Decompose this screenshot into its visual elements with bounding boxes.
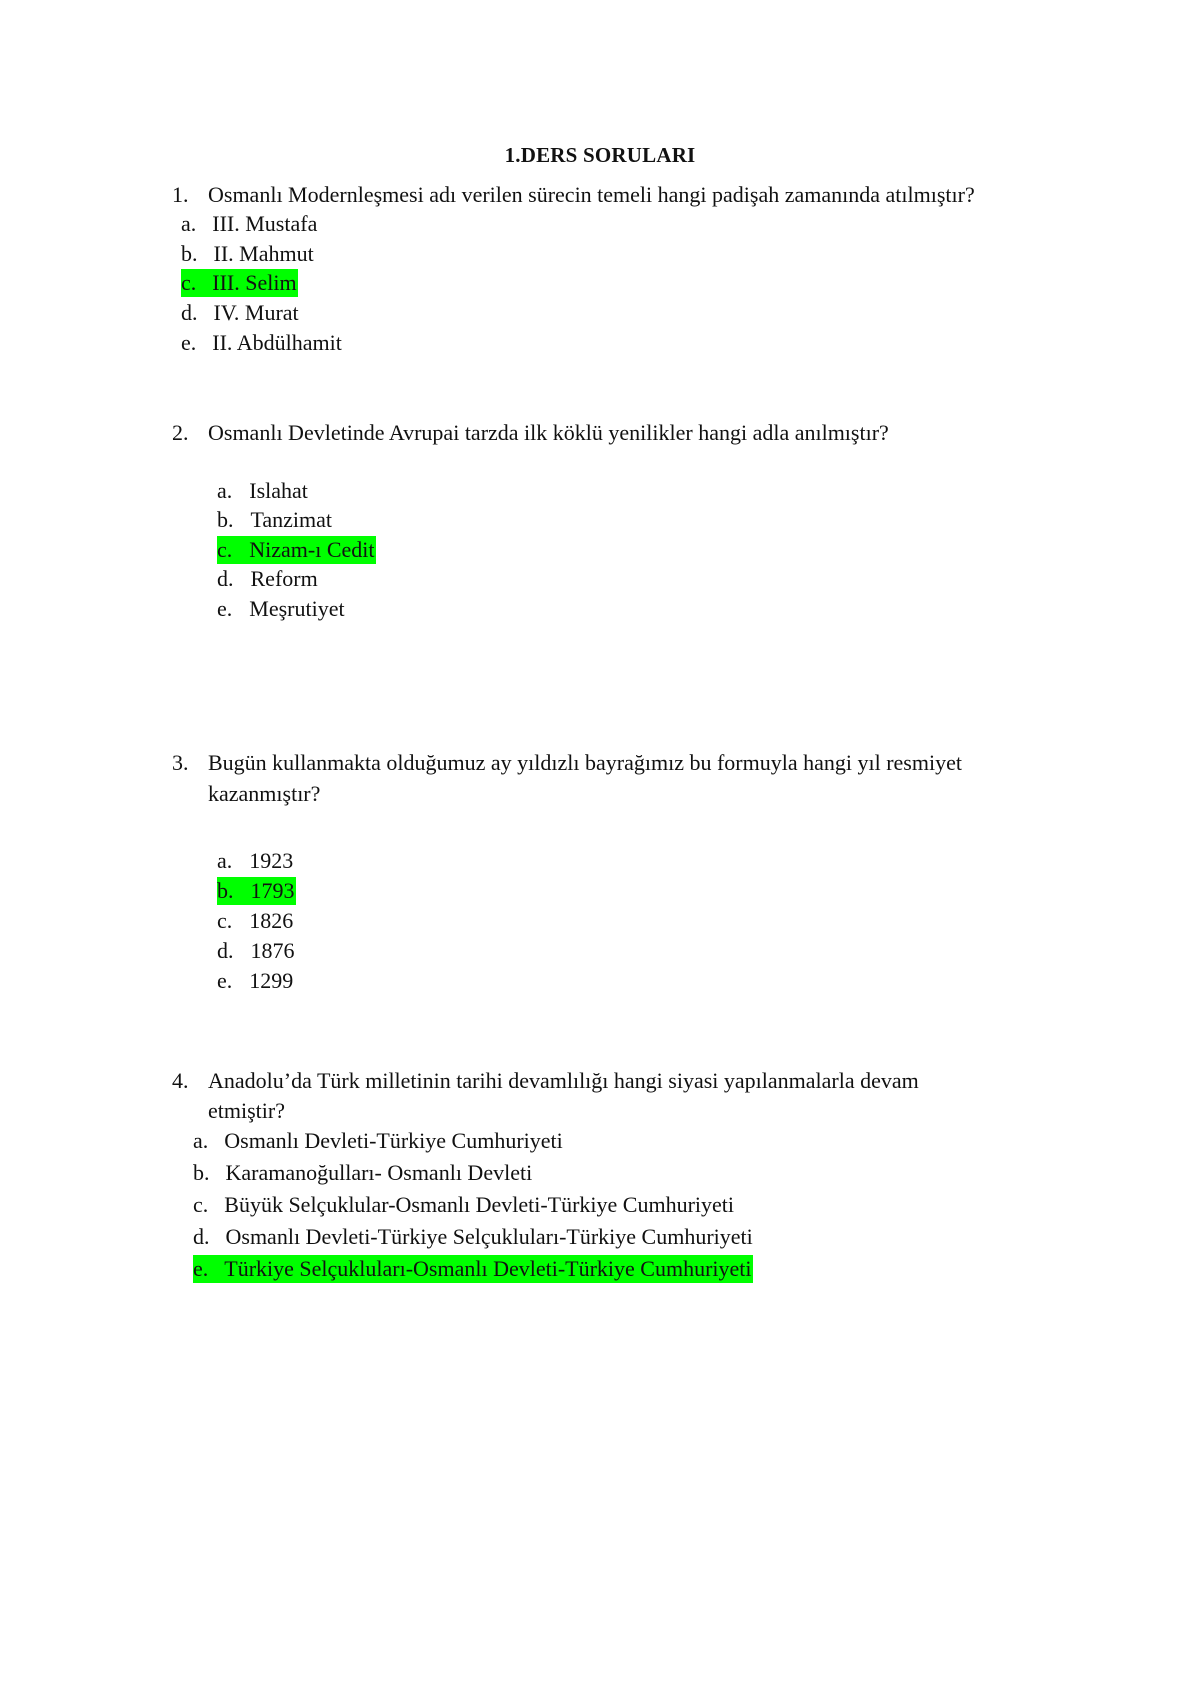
answer-highlight xyxy=(217,877,296,905)
option-row xyxy=(181,211,317,236)
answer-highlight xyxy=(193,1255,753,1283)
option-row xyxy=(193,1192,734,1217)
option-a xyxy=(181,209,317,239)
option-text: Büyük Selçuklular-Osmanlı Devleti-Türkiye Cumhuriyeti xyxy=(224,1192,735,1217)
option-e-correct xyxy=(193,1254,753,1284)
question-text-line-1: Bugün kullanmakta olduğumuz ay yıldızlı bayrağımız bu formuyla hangi yıl resmiyet xyxy=(208,750,962,775)
option-text: III. Mustafa xyxy=(212,211,318,236)
option-b xyxy=(193,1158,532,1188)
option-text: Reform xyxy=(250,566,318,591)
option-letter: b. xyxy=(217,878,234,903)
option-text: Karamanoğulları- Osmanlı Devleti xyxy=(225,1160,533,1185)
option-text: Meşrutiyet xyxy=(249,596,345,621)
option-text: Tanzimat xyxy=(250,507,333,532)
option-text: IV. Murat xyxy=(213,300,299,325)
question-text-line-2: etmiştir? xyxy=(208,1098,285,1123)
option-c xyxy=(217,906,293,936)
option-row xyxy=(217,507,332,532)
option-c-correct xyxy=(181,268,298,298)
option-e xyxy=(217,966,293,996)
question-number: 3. xyxy=(172,750,189,775)
option-letter: d. xyxy=(217,938,234,963)
option-text: Osmanlı Devleti-Türkiye Cumhuriyeti xyxy=(224,1128,563,1153)
option-row xyxy=(217,938,295,963)
option-text: 1826 xyxy=(249,908,294,933)
option-row xyxy=(193,1224,753,1249)
option-b xyxy=(217,505,332,535)
answer-highlight xyxy=(181,269,298,297)
question-number: 2. xyxy=(172,420,189,445)
option-letter: e. xyxy=(217,596,233,621)
option-d xyxy=(193,1222,753,1252)
question-text: Osmanlı Modernleşmesi adı verilen sürecin temeli hangi padişah zamanında atılmıştır? xyxy=(208,182,975,207)
option-a xyxy=(217,846,293,876)
option-letter: b. xyxy=(193,1160,210,1185)
option-letter: a. xyxy=(193,1128,209,1153)
option-letter: d. xyxy=(181,300,198,325)
option-row xyxy=(217,848,293,873)
option-row xyxy=(193,1160,532,1185)
option-c xyxy=(193,1190,734,1220)
option-letter: b. xyxy=(181,241,198,266)
question-number: 4. xyxy=(172,1068,189,1093)
option-e xyxy=(181,328,342,358)
option-row xyxy=(181,300,299,325)
option-letter: a. xyxy=(217,478,233,503)
answer-highlight xyxy=(217,536,376,564)
option-row xyxy=(217,908,293,933)
option-letter: b. xyxy=(217,507,234,532)
option-row xyxy=(217,478,308,503)
question-4-stem-continued xyxy=(208,1096,285,1126)
option-letter: c. xyxy=(181,270,197,295)
option-d xyxy=(217,564,318,594)
document-title: 1.DERS SORULARI xyxy=(504,143,696,167)
option-text: II. Abdülhamit xyxy=(212,330,342,355)
option-text: Nizam-ı Cedit xyxy=(249,537,375,562)
option-text: 1923 xyxy=(249,848,294,873)
option-text: 1876 xyxy=(250,938,295,963)
option-text: Türkiye Selçukluları-Osmanlı Devleti-Türkiye Cumhuriyeti xyxy=(224,1256,752,1281)
question-text: Osmanlı Devletinde Avrupai tarzda ilk köklü yenilikler hangi adla anılmıştır? xyxy=(208,420,889,445)
option-letter: d. xyxy=(217,566,234,591)
option-d xyxy=(181,298,299,328)
option-text: III. Selim xyxy=(212,270,297,295)
option-row xyxy=(217,968,293,993)
option-a xyxy=(193,1126,563,1156)
option-row xyxy=(217,596,345,621)
option-a xyxy=(217,476,308,506)
question-3-stem-continued xyxy=(208,779,320,809)
option-letter: e. xyxy=(193,1256,209,1281)
option-letter: e. xyxy=(181,330,197,355)
option-letter: c. xyxy=(193,1192,209,1217)
option-row xyxy=(193,1128,563,1153)
option-row xyxy=(181,241,314,266)
option-row xyxy=(217,566,318,591)
option-b-correct xyxy=(217,876,296,906)
option-text: 1299 xyxy=(249,968,294,993)
option-letter: e. xyxy=(217,968,233,993)
option-row xyxy=(181,330,342,355)
option-b xyxy=(181,239,314,269)
option-d xyxy=(217,936,295,966)
option-letter: c. xyxy=(217,908,233,933)
option-text: 1793 xyxy=(250,878,295,903)
option-text: II. Mahmut xyxy=(213,241,314,266)
option-letter: a. xyxy=(217,848,233,873)
option-text: Islahat xyxy=(249,478,308,503)
question-number: 1. xyxy=(172,182,189,207)
option-c-correct xyxy=(217,535,376,565)
option-letter: d. xyxy=(193,1224,210,1249)
option-text: Osmanlı Devleti-Türkiye Selçukluları-Türkiye Cumhuriyeti xyxy=(225,1224,753,1249)
option-letter: a. xyxy=(181,211,197,236)
option-e xyxy=(217,594,345,624)
option-letter: c. xyxy=(217,537,233,562)
question-text-line-2: kazanmıştır? xyxy=(208,781,321,806)
question-text-line-1: Anadolu’da Türk milletinin tarihi devamlılığı hangi siyasi yapılanmalarla devam xyxy=(208,1068,919,1093)
